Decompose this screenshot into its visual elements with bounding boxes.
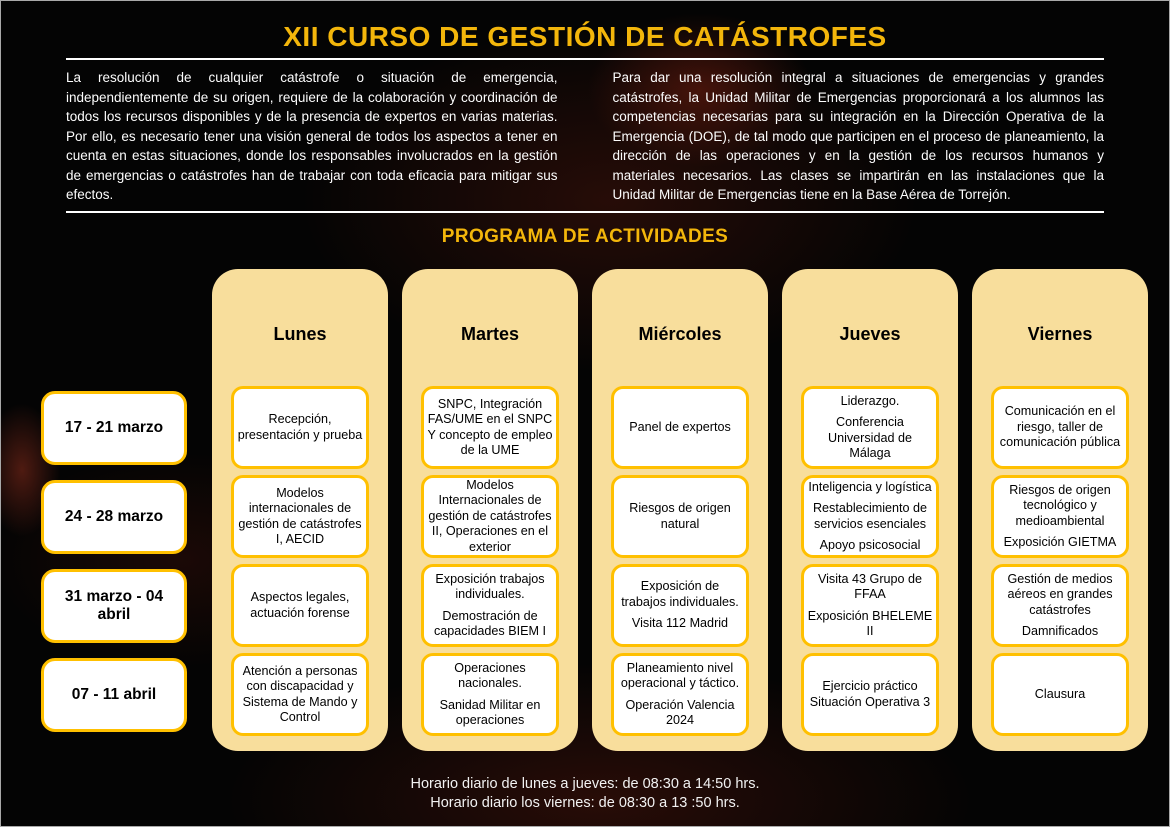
activity-cell-jueves-week3: [801, 564, 939, 647]
week-date-box-3: [41, 569, 187, 643]
activity-text: Modelos internacionales de gestión de catástrofes I, AECID: [238, 485, 362, 546]
activity-text: Exposición GIETMA: [1003, 535, 1117, 549]
activity-cell-viernes-week4: [991, 653, 1129, 736]
day-panels: [212, 269, 1148, 751]
schedule-hours: [1, 775, 1169, 812]
hours-mon-thu: Horario diario de lunes a jueves: de 08:30 a 14:50 hrs.: [410, 776, 760, 792]
activity-text: Planeamiento nivel operacional y táctico.: [620, 660, 740, 690]
activity-text: Modelos Internacionales de gestión de catástrofes II, Operaciones en el exterior: [428, 477, 552, 554]
day-panel-miercoles: [592, 269, 768, 751]
activity-cell-jueves-week2: [801, 475, 939, 558]
activity-text: Liderazgo.: [840, 393, 900, 408]
day-panel-viernes: [972, 269, 1148, 751]
activity-cell-lunes-week4: [231, 653, 369, 736]
week-date-label: 07 - 11 abril: [71, 686, 157, 703]
activity-cell-martes-week4: [421, 653, 559, 736]
intro-divider: [66, 211, 1104, 213]
activity-text: Exposición trabajos individuales.: [435, 571, 545, 601]
activity-text: Riesgos de origen tecnológico y medioambiental: [1009, 482, 1111, 528]
activity-cell-lunes-week1: [231, 386, 369, 469]
page-title: XII CURSO DE GESTIÓN DE CATÁSTROFES: [283, 21, 887, 52]
week-rail: [41, 269, 187, 751]
week-date-box-4: [41, 658, 187, 732]
activity-text: Restablecimiento de servicios esenciales: [812, 501, 928, 531]
hours-fri: Horario diario los viernes: de 08:30 a 13 :50 hrs.: [430, 794, 740, 811]
activity-text: Gestión de medios aéreos en grandes catástrofes: [1007, 571, 1113, 617]
activity-text: Demostración de capacidades BIEM I: [433, 608, 546, 638]
schedule-grid: [41, 269, 1148, 751]
activity-text: Exposición BHELEME II: [807, 608, 933, 638]
activity-text: Riesgos de origen natural: [629, 501, 731, 531]
day-header-lunes: Lunes: [273, 324, 327, 344]
intro-paragraph-left: La resolución de cualquier catástrofe o situación de emergencia, independientemente de su origen, requiere de la colaboración y coordinación de todos los recursos disponibles y de la presencia de expertos en varias materias. Por ello, es necesario tener una visión general de todos los aspectos a tener en cuenta en estas situaciones, donde los responsables involucrados en la gestión de emergencias o catástrofes han de trabajar con toda eficacia para mitigar sus efectos.: [66, 70, 558, 202]
activity-text: Visita 43 Grupo de FFAA: [817, 571, 923, 601]
intro-section: [66, 68, 1104, 205]
activity-text: Recepción, presentación y prueba: [237, 412, 363, 442]
week-date-label: 24 - 28 marzo: [64, 508, 164, 525]
day-panel-martes: [402, 269, 578, 751]
activity-cell-miercoles-week3: [611, 564, 749, 647]
intro-paragraph-right: Para dar una resolución integral a situaciones de emergencias y grandes catástrofes, la Unidad Militar de Emergencias proporcionará a los alumnos las competencias necesarias para su integración en la Dirección Operativa de la Emergencia (DOE), de tal modo que participen en el proceso de planeamiento, la dirección de las operaciones y en la gestión de los recursos humanos y materiales necesarios. Las clases se impartirán en las instalaciones que la Unidad Militar de Emergencias tiene en la Base Aérea de Torrejón.: [612, 70, 1104, 202]
activity-text: Atención a personas con discapacidad y Sistema de Mando y Control: [242, 663, 358, 724]
activity-cell-lunes-week3: [231, 564, 369, 647]
week-date-label: 31 marzo - 04 abril: [64, 588, 164, 623]
day-header-viernes: Viernes: [1027, 324, 1093, 344]
activity-cell-lunes-week2: [231, 475, 369, 558]
activity-text: Operaciones nacionales.: [454, 660, 526, 690]
activity-text: SNPC, Integración FAS/UME en el SNPC Y concepto de empleo de la UME: [427, 396, 553, 457]
activity-cell-jueves-week4: [801, 653, 939, 736]
activity-text: Panel de expertos: [629, 419, 731, 434]
day-header-miercoles: Miércoles: [638, 324, 722, 344]
activity-text: Sanidad Militar en operaciones: [439, 697, 541, 727]
activity-cell-martes-week2: [421, 475, 559, 558]
activity-text: Aspectos legales, actuación forense: [250, 590, 350, 620]
activity-text: Ejercicio práctico Situación Operativa 3: [809, 679, 931, 709]
section-title: PROGRAMA DE ACTIVIDADES: [441, 225, 729, 247]
day-header-martes: Martes: [460, 324, 520, 344]
activity-cell-martes-week1: [421, 386, 559, 469]
activity-text: Visita 112 Madrid: [631, 616, 729, 631]
activity-text: Exposición de trabajos individuales.: [621, 579, 739, 609]
activity-text: Inteligencia y logística: [808, 479, 932, 494]
activity-cell-viernes-week1: [991, 386, 1129, 469]
activity-text: Conferencia Universidad de Málaga: [827, 415, 912, 460]
activity-cell-miercoles-week4: [611, 653, 749, 736]
day-panel-jueves: [782, 269, 958, 751]
activity-text: Clausura: [1034, 686, 1086, 701]
activity-cell-viernes-week3: [991, 564, 1129, 647]
day-header-jueves: Jueves: [839, 324, 901, 344]
activity-text: Operación Valencia 2024: [625, 697, 735, 727]
activity-cell-miercoles-week1: [611, 386, 749, 469]
activity-cell-miercoles-week2: [611, 475, 749, 558]
day-panel-lunes: [212, 269, 388, 751]
activity-text: Damnificados: [1021, 624, 1099, 638]
week-date-box-2: [41, 480, 187, 554]
activity-cell-jueves-week1: [801, 386, 939, 469]
title-divider: [66, 58, 1104, 60]
activity-cell-viernes-week2: [991, 475, 1129, 558]
week-date-label: 17 - 21 marzo: [64, 419, 164, 436]
activity-text: Apoyo psicosocial: [819, 538, 921, 552]
activity-cell-martes-week3: [421, 564, 559, 647]
activity-text: Comunicación en el riesgo, taller de comunicación pública: [999, 404, 1121, 450]
week-date-box-1: [41, 391, 187, 465]
